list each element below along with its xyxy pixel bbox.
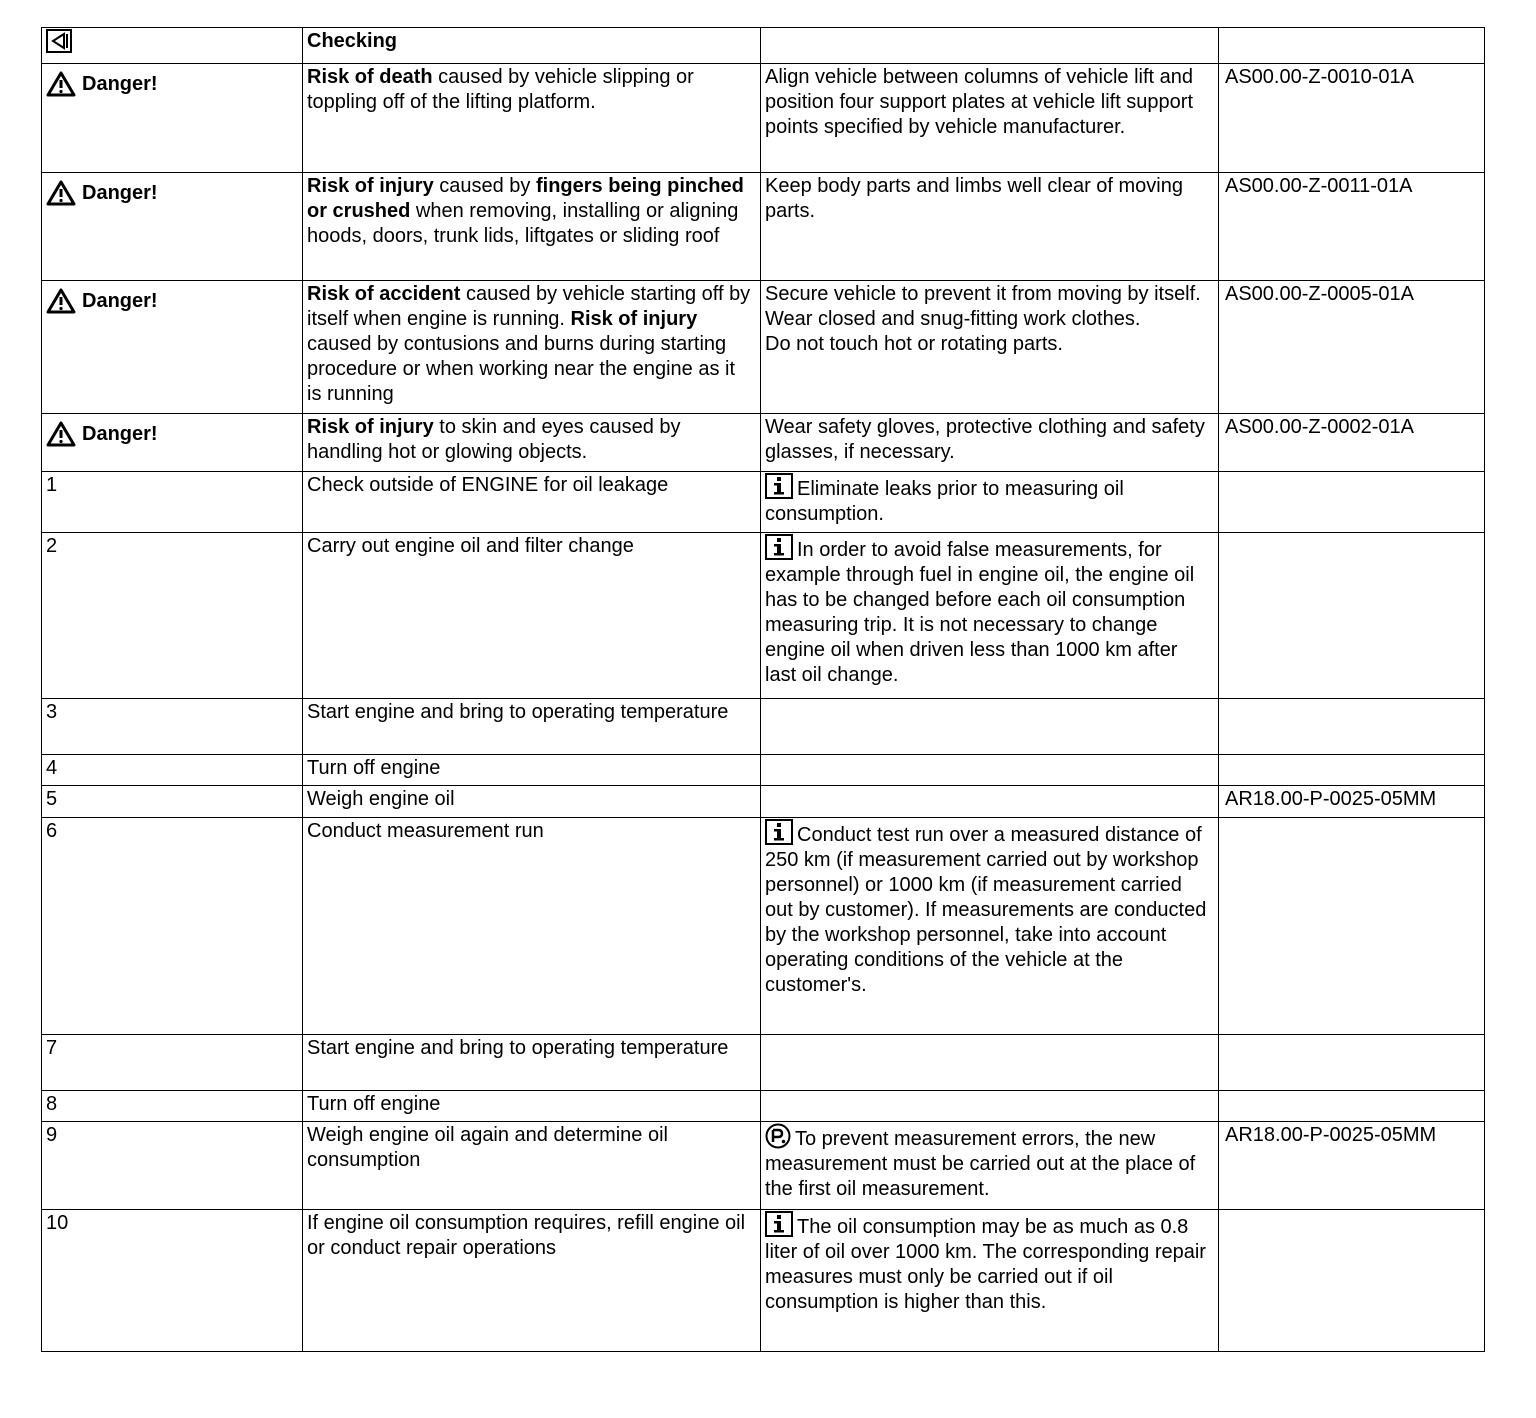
step-action: Check outside of ENGINE for oil leakage <box>303 472 761 533</box>
step-number: 9 <box>42 1122 303 1210</box>
step-action: Start engine and bring to operating temperature <box>303 1035 761 1091</box>
step-number: 10 <box>42 1210 303 1352</box>
step-action: Turn off engine <box>303 1091 761 1122</box>
risk-cell <box>303 64 761 173</box>
step-note <box>761 472 1219 533</box>
document-reference <box>1219 699 1485 755</box>
document-reference <box>1219 818 1485 1035</box>
danger-text: Danger! <box>82 422 158 445</box>
warning-triangle-icon <box>46 71 76 97</box>
measure-line: Secure vehicle to prevent it from moving by itself. <box>765 283 1201 305</box>
step-number: 7 <box>42 1035 303 1091</box>
step-note-text: Eliminate leaks prior to measuring oil consumption. <box>765 478 1124 525</box>
risk-emphasis: Risk of injury <box>307 175 434 197</box>
step-action: Conduct measurement run <box>303 818 761 1035</box>
back-cell[interactable] <box>42 28 303 64</box>
danger-row <box>42 414 1485 472</box>
step-number: 2 <box>42 533 303 699</box>
warning-triangle-icon <box>46 421 76 447</box>
step-action: Weigh engine oil again and determine oil consumption <box>303 1122 761 1210</box>
measure-line: Align vehicle between columns of vehicle lift and position four support plates at vehicle lift support points specified by vehicle manufacturer. <box>765 66 1194 138</box>
measure-line: Wear safety gloves, protective clothing and safety glasses, if necessary. <box>765 416 1205 463</box>
risk-cell <box>303 173 761 281</box>
measure-line: Do not touch hot or rotating parts. <box>765 333 1063 355</box>
step-row <box>42 818 1485 1035</box>
step-number: 4 <box>42 755 303 786</box>
step-row <box>42 1035 1485 1091</box>
danger-label <box>46 174 158 206</box>
note-icon <box>765 1123 791 1149</box>
info-icon <box>765 1211 793 1237</box>
danger-row <box>42 64 1485 173</box>
step-note <box>761 755 1219 786</box>
danger-cell <box>42 64 303 173</box>
document-reference <box>1219 472 1485 533</box>
step-number: 3 <box>42 699 303 755</box>
danger-cell <box>42 281 303 414</box>
danger-row <box>42 173 1485 281</box>
step-note <box>761 1091 1219 1122</box>
risk-text: caused by vehicle starting off by itself when engine is running. <box>307 283 751 330</box>
step-number: 1 <box>42 472 303 533</box>
document-reference[interactable]: AS00.00-Z-0002-01A <box>1219 414 1485 472</box>
danger-row <box>42 281 1485 414</box>
measure-cell <box>761 173 1219 281</box>
back-arrow-icon[interactable] <box>46 29 72 53</box>
danger-text: Danger! <box>82 72 158 95</box>
danger-cell <box>42 414 303 472</box>
warning-triangle-icon <box>46 288 76 314</box>
risk-text: caused by contusions and burns during starting procedure or when working near the engine as it is running <box>307 333 736 405</box>
step-row <box>42 533 1485 699</box>
step-action: Weigh engine oil <box>303 786 761 818</box>
document-reference[interactable]: AS00.00-Z-0010-01A <box>1219 64 1485 173</box>
risk-cell <box>303 414 761 472</box>
step-note <box>761 533 1219 699</box>
step-row <box>42 1091 1485 1122</box>
step-note <box>761 1035 1219 1091</box>
risk-text: caused by <box>433 175 536 197</box>
risk-emphasis: Risk of accident <box>307 283 461 305</box>
document-reference[interactable]: AS00.00-Z-0011-01A <box>1219 173 1485 281</box>
document-reference <box>1219 755 1485 786</box>
danger-label <box>46 282 158 314</box>
page-title: Checking <box>303 28 761 64</box>
risk-cell <box>303 281 761 414</box>
step-number: 6 <box>42 818 303 1035</box>
risk-text: when removing, installing or aligning hoods, doors, trunk lids, liftgates or sliding roof <box>307 200 739 247</box>
risk-emphasis: Risk of injury <box>570 308 698 330</box>
warning-triangle-icon <box>46 180 76 206</box>
step-action: Turn off engine <box>303 755 761 786</box>
step-action: Start engine and bring to operating temperature <box>303 699 761 755</box>
risk-emphasis: Risk of death <box>307 66 433 88</box>
step-row <box>42 786 1485 818</box>
step-note <box>761 786 1219 818</box>
measure-cell <box>761 64 1219 173</box>
step-note-text: The oil consumption may be as much as 0.8 liter of oil over 1000 km. The corresponding repair measures must only be carried out if oil consumption is higher than this. <box>765 1216 1206 1313</box>
step-row <box>42 1210 1485 1352</box>
info-icon <box>765 534 793 560</box>
document-reference[interactable]: AS00.00-Z-0005-01A <box>1219 281 1485 414</box>
step-note <box>761 1210 1219 1352</box>
step-action: Carry out engine oil and filter change <box>303 533 761 699</box>
document-reference[interactable]: AR18.00-P-0025-05MM <box>1219 1122 1485 1210</box>
step-note <box>761 1122 1219 1210</box>
step-note-text: Conduct test run over a measured distance of 250 km (if measurement carried out by workshop personnel) or 1000 km (if measurement carried out by customer). If measurements are conducted by the workshop personnel, take into account operating conditions of the vehicle at the customer's. <box>765 824 1207 996</box>
document-reference <box>1219 1035 1485 1091</box>
info-icon <box>765 819 793 845</box>
document-reference[interactable]: AR18.00-P-0025-05MM <box>1219 786 1485 818</box>
step-note <box>761 818 1219 1035</box>
danger-label <box>46 415 158 447</box>
step-note-text: To prevent measurement errors, the new measurement must be carried out at the place of the first oil measurement. <box>765 1128 1196 1200</box>
measure-line: Keep body parts and limbs well clear of moving parts. <box>765 175 1183 222</box>
step-row <box>42 472 1485 533</box>
risk-text: to skin and eyes caused by handling hot or glowing objects. <box>307 416 681 463</box>
document-reference <box>1219 533 1485 699</box>
info-icon <box>765 473 793 499</box>
step-row <box>42 1122 1485 1210</box>
measure-line: Wear closed and snug-fitting work clothes. <box>765 308 1141 330</box>
procedure-table <box>41 27 1485 1352</box>
risk-text: caused by vehicle slipping or toppling off of the lifting platform. <box>307 66 694 113</box>
step-row <box>42 755 1485 786</box>
danger-text: Danger! <box>82 289 158 312</box>
header-row <box>42 28 1485 64</box>
document-reference <box>1219 1091 1485 1122</box>
risk-emphasis: Risk of injury <box>307 416 434 438</box>
measure-cell <box>761 414 1219 472</box>
document-reference <box>1219 1210 1485 1352</box>
risk-emphasis: fingers being pinched or crushed <box>307 175 744 222</box>
step-note-text: In order to avoid false measurements, for example through fuel in engine oil, the engine oil has to be changed before each oil consumption measuring trip. It is not necessary to change engine oil when driven less than 1000 km after last oil change. <box>765 539 1195 686</box>
danger-cell <box>42 173 303 281</box>
danger-text: Danger! <box>82 181 158 204</box>
danger-label <box>46 65 158 97</box>
step-row <box>42 699 1485 755</box>
step-number: 8 <box>42 1091 303 1122</box>
step-note <box>761 699 1219 755</box>
step-number: 5 <box>42 786 303 818</box>
measure-cell <box>761 281 1219 414</box>
step-action: If engine oil consumption requires, refill engine oil or conduct repair operations <box>303 1210 761 1352</box>
